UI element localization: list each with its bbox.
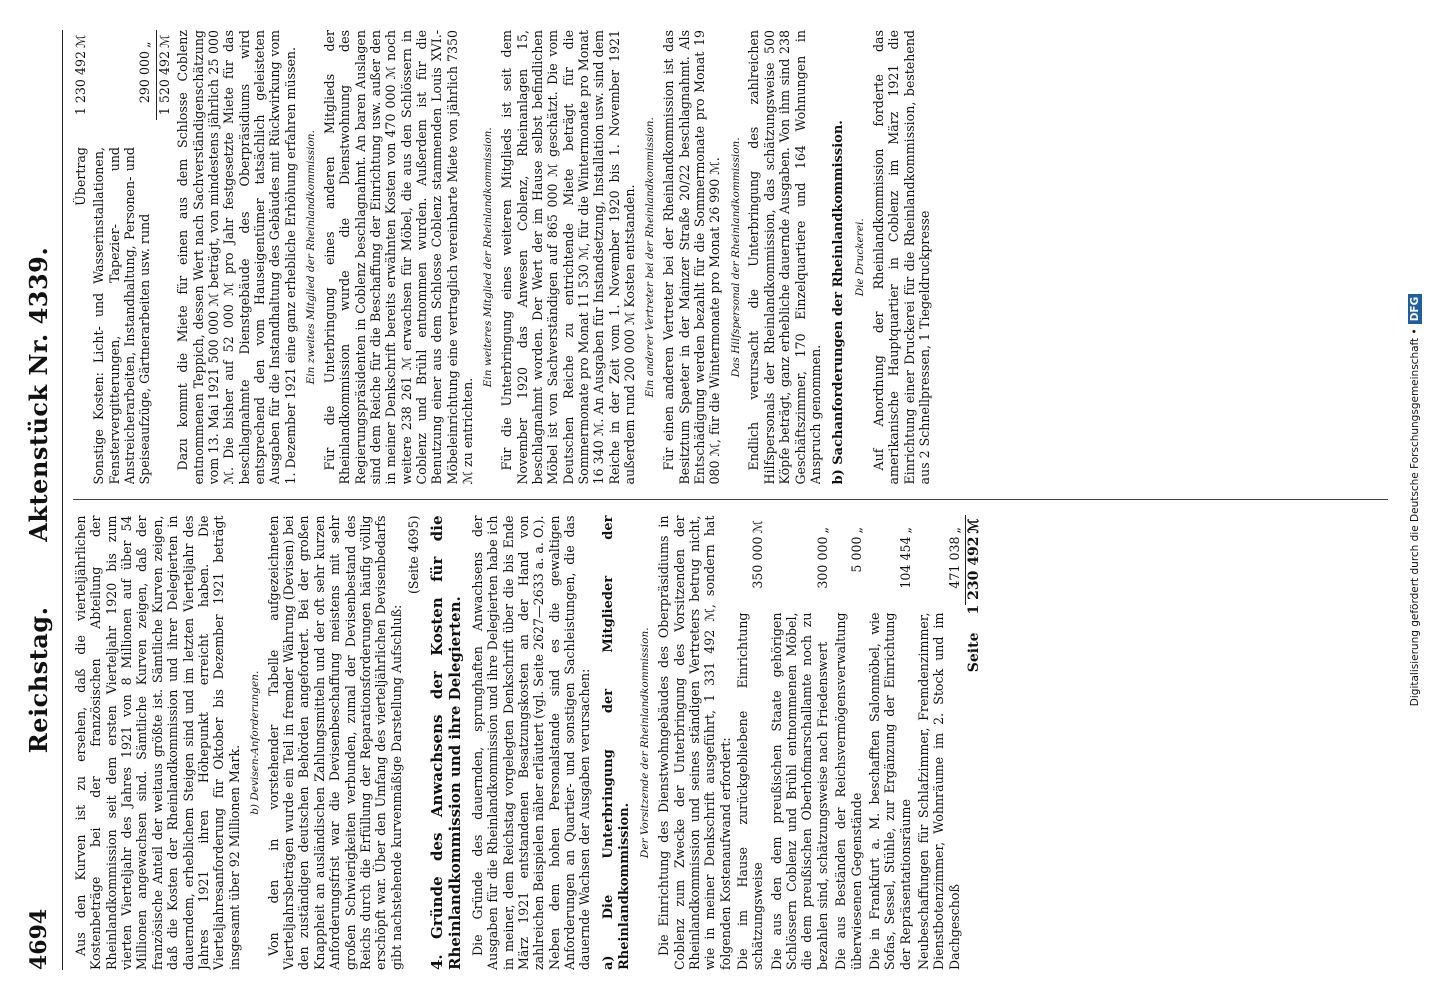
cost-unit: ℳ (750, 520, 766, 534)
cost-unit: „ (946, 526, 962, 534)
subheading: Ein weiteres Mitglied der Rheinlandkommission. (482, 127, 495, 388)
carryover-amount: 1 230 492 (73, 51, 88, 116)
paragraph: Für einen anderen Vertreter bei der Rheinlandkommission ist das Besitztum Spaeter in der Mainzer Straße 20/22 beschlagnahmt. Als Entschädigung werden bezahlt für die Sommermonate pro Monat 19 080 ℳ, für die Wintermonate pro Monat 26 990 ℳ. (661, 30, 723, 485)
subheading: Ein anderer Vertreter bei der Rheinlandkommission. (644, 117, 657, 398)
header-right-title: Aktenstück Nr. 4339. (24, 246, 53, 542)
cost-amount: 471 038 (946, 536, 962, 589)
cost-row (769, 516, 830, 971)
subsection-heading: a) Die Unterbringung der Mitglieder der Rheinlandkommission. (600, 515, 632, 970)
sum-amount: 1 520 492 (156, 51, 172, 116)
paragraph: Für die Unterbringung eines anderen Mitglieds der Rheinlandkommission wurde die Dienstwohnung des Regierungspräsidenten in Coblenz beschlagnahmt. An baren Auslagen sind dem Reiche für die Beschaffung der Einrichtung usw. außer den in meiner Denkschrift bereits erwähnten Kosten von 470 000 ℳ noch weitere 238 261 ℳ erwachsen für Möbel, die aus den Schlössern in Coblenz und Brühl entnommen wurden. Außerdem ist für die Benutzung einer aus dem Schlosse Coblenz stammenden Louis XVI.-Möbeleinrichtung eine vertraglich vereinbarte Miete von jährlich 7350 ℳ zu entrichten. (321, 30, 476, 485)
paragraph: Für die Unterbringung eines weiteren Mitglieds ist seit dem November 1920 das Anwesen Coblenz, Rheinanlagen 15, beschlagnahmt worden. Der Wert der im Hause selbst befindlichen Möbel ist von Sachverständigen auf 865 000 ℳ geschätzt. Die vom Deutschen Reiche zu entrichtende Miete beträgt für die Sommermonate pro Monat 11 530 ℳ, für die Wintermonate pro Monat 16 340 ℳ. An Ausgaben für Instandsetzung, Installation usw. sind dem Reiche in der Zeit vom 1. November 1920 bis 1. November 1921 außerdem rund 200 000 ℳ Kosten entstanden. (499, 30, 638, 485)
cost-label: Neubeschaffungen für Schlafzimmer, Fremdenzimmer, Dienstbotenzimmer, Wohnräume im 2. Stock und im Dachgeschoß (915, 612, 962, 970)
subheading: Der Vorsitzende der Rheinlandkommission. (639, 627, 652, 859)
sum-unit: ℳ (156, 34, 172, 48)
right-column (73, 30, 1388, 485)
total-label: Seite (966, 632, 983, 673)
cost-unit: „ (814, 526, 830, 534)
text-columns (73, 30, 1388, 970)
carryover-label: Übertrag (73, 147, 88, 206)
cost-label: Sonstige Kosten: Licht- und Wasserinstallationen, Fenstervergitterungen, Tapezier- und Anstreicherarbeiten, Instandhaltung, Personen- und Speiseaufzüge, Gärtnerarbeiten usw. rund (91, 147, 153, 485)
cost-label: Die aus den dem preußischen Staate gehörigen Schlössern Coblenz und Brühl entnommenen Möbel, die dem preußischen Oberhofmarschallamte noch zu bezahlen sind, schätzungsweise nach Friedenswert (768, 612, 830, 970)
paragraph: Die Einrichtung des Dienstwohngebäudes des Oberpräsidiums in Coblenz zum Zwecke der Unterbringung des Vorsitzenden der Rheinlandkommission und seines ständigen Vertreters betrug nicht, wie in meiner Denkschrift ausgeführt, 1 331 492 ℳ, sondern hat folgenden Kostenaufwand erfordert: (656, 515, 733, 970)
total-amount: 1 230 492 (966, 536, 983, 615)
subheading: Die Druckerei. (854, 218, 867, 297)
paragraph: Endlich verursacht die Unterbringung des zahlreichen Hilfspersonals der Rheinlandkommission, das schätzungsweise 500 Köpfe beträgt, ganz erhebliche dauernde Ausgaben. Von ihm sind 238 Geschäftszimmer, 170 Einzelquartiere und 164 Wohnungen in Anspruch genommen. (746, 30, 823, 485)
cost-amount: 300 000 (814, 536, 830, 589)
left-column (73, 516, 1388, 971)
cost-label: Die aus Beständen der Reichsvermögensverwaltung überwiesenen Gegenstände (833, 612, 864, 970)
dfg-credit (1404, 0, 1426, 1000)
subheading: b) Devisen-Anforderungen. (248, 670, 261, 815)
paragraph: Von den in vorstehender Tabelle aufgezeichneten Vierteljahrsbeträgen wurde ein Teil in fremder Währung (Devisen) bei den zuständigen deutschen Behörden angefordert. Bei der großen Knappheit an ausländischen Zahlungsmitteln und der oft sehr kurzen Anforderungsfrist war die Devisenbeschaffung meistens mit sehr großen Schwierigkeiten verbunden, zumal der Devisenbestand des Reichs durch die Erfüllung der Reparationsforderungen häufig völlig erschöpft war. Über den Umfang des vierteljährlichen Devisenbedarfs gibt nachstehende kurvenmäßige Darstellung Aufschluß: (265, 515, 404, 970)
paragraph: Die Gründe des dauernden, sprunghaften Anwachsens der Ausgaben für die Rheinlandkommission und ihre Delegierten habe ich in meiner, dem Reichstag vorgelegten Denkschrift über die bis Ende März 1921 entstandenen Besatzungskosten an der Hand von zahlreichen Beispielen näher erläutert (vgl. Seite 2627—2633 a. a. O.). Neben dem hohen Personalstande sind es die gewaltigen Anforderungen an Quartier- und sonstigen Sachleistungen, die das dauernde Wachsen der Ausgaben verursachen: (469, 515, 593, 970)
cost-row (91, 30, 152, 485)
paragraph: Dazu kommt die Miete für einen aus dem Schlosse Coblenz entnommenen Teppich, dessen Wert nach Sachverständigenschätzung vom 13. Mai 1921 500 000 ℳ beträgt, von mindestens jährlich 25 000 ℳ. Die bisher auf 52 000 ℳ pro Jahr festgesetzte Miete für das beschlagnahmte Dienstgebäude des Oberpräsidiums wird entsprechend den vom Hauseigentümer tatsächlich geleisteten Ausgaben für die Instandhaltung des Gebäudes mit Rückwirkung vom 1. Dezember 1921 eine ganz erhebliche Erhöhung erfahren müssen. (175, 30, 298, 485)
subheading: Das Hilfspersonal der Rheinlandkommission. (729, 137, 742, 378)
cost-amount: 350 000 (750, 536, 766, 589)
total-unit: ℳ (966, 518, 983, 534)
paragraph: Auf Anordnung der Rheinlandkommission forderte das amerikanische Hauptquartier in Coblenz im März 1921 die Einrichtung einer Druckerei für die Rheinlandkommission, bestehend aus 2 Schnellpressen, 1 Tiegeldruckpresse (870, 30, 933, 485)
column-divider (73, 500, 1388, 501)
cost-amount: 290 000 (137, 51, 153, 104)
cost-unit: „ (848, 526, 864, 534)
cost-unit: „ (137, 41, 153, 48)
cost-row (867, 516, 913, 971)
paragraph: Aus den Kurven ist zu ersehen, daß die vierteljährlichen Kostenbeträge bei der französischen Abteilung der Rheinlandkommission seit dem ersten Vierteljahr 1920 bis zum vierten Vierteljahr des Jahres 1921 von 8 Millionen auf über 54 Millionen angewachsen sind. Sämtliche Kurven zeigen, daß der französische Anteil der weitaus größte ist. Sämtliche Kurven zeigen, daß die Kosten der Rheinlandkommission und ihrer Delegierten in dauerndem, erheblichem Steigen sind und im letzten Vierteljahr des Jahres 1921 ihren Höhepunkt erreicht haben. Die Vierteljahresanforderung für Oktober bis Dezember 1921 beträgt insgesamt über 92 Millionen Mark. (73, 515, 242, 970)
cost-amount: 104 454 (897, 536, 913, 589)
header-left-title: Reichstag. (24, 606, 53, 754)
cost-amount: 5 000 (848, 536, 864, 573)
cost-row (833, 516, 864, 971)
cost-row (916, 516, 962, 971)
cost-label: Die im Hause zurückgebliebene Einrichtung schätzungsweise (735, 612, 766, 970)
dfg-logo: DFG (1408, 294, 1422, 325)
subsection-heading: b) Sachanforderungen der Rheinlandkommission. (831, 120, 847, 485)
dfg-credit-text: Digitalisierung gefördert durch die Deutsche Forschungsgemeinschaft • (1409, 328, 1421, 707)
cost-row (735, 516, 766, 971)
sum-row (157, 30, 172, 485)
section-heading: 4. Gründe des Anwachsens der Kosten für die Rheinlandkommission und ihre Delegierten. (428, 515, 464, 970)
carryover-unit: ℳ (73, 34, 88, 48)
carryover-row (73, 30, 88, 485)
total-row (966, 516, 983, 971)
subheading: Ein zweites Mitglied der Rheinlandkommission. (305, 130, 318, 385)
page-header (22, 30, 63, 970)
page-number: 4694 (26, 908, 52, 970)
page-reference: (Seite 4695) (405, 515, 421, 595)
cost-label: Die in Frankfurt a. M. beschafften Salonmöbel, wie Sofas, Sessel, Stühle, zur Ergänzung der Einrichtung der Repräsentationsräume (866, 612, 913, 970)
cost-unit: „ (897, 526, 913, 534)
